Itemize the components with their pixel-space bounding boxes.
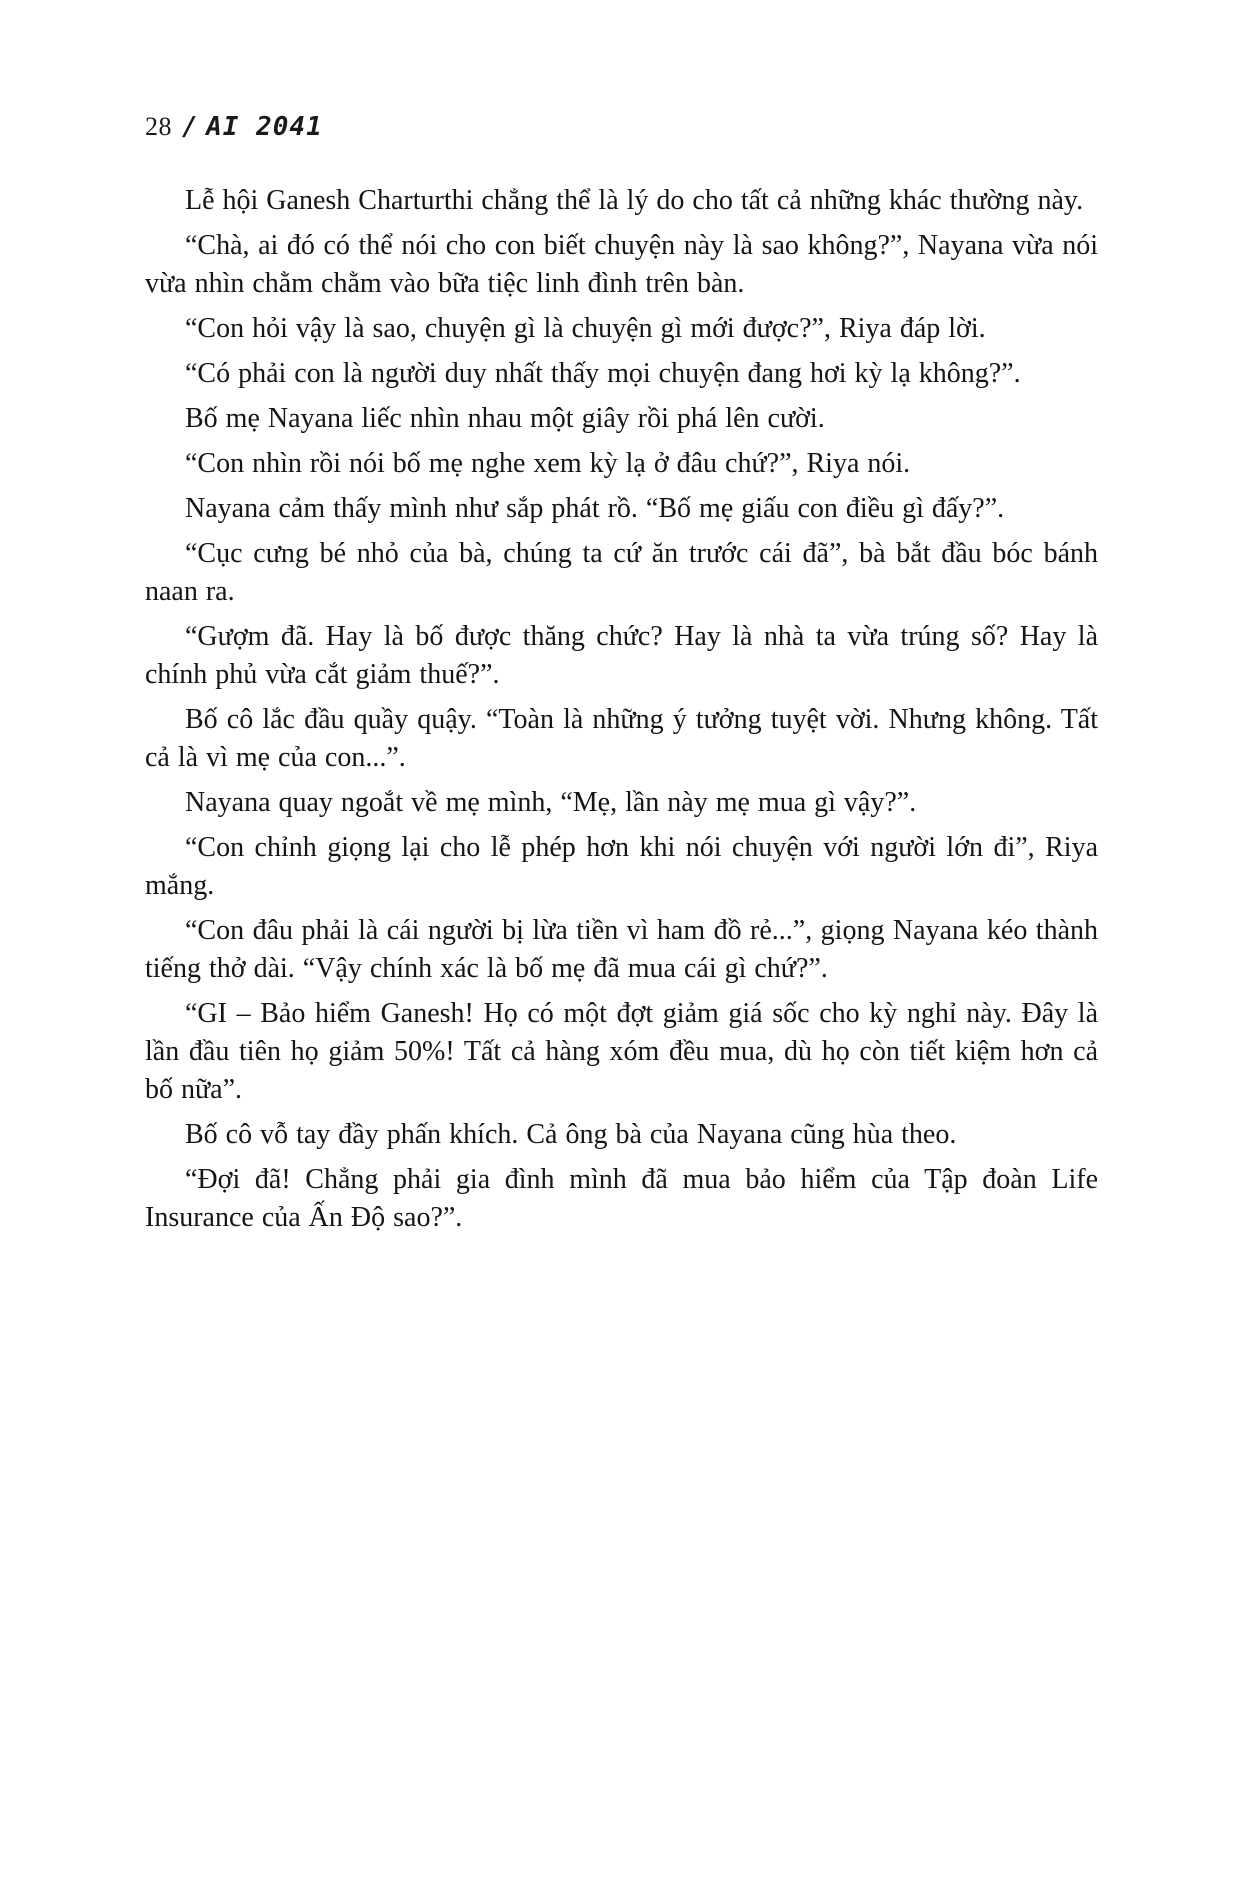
paragraph: “Đợi đã! Chẳng phải gia đình mình đã mua bảo hiểm của Tập đoàn Life Insurance của Ấn Độ sao?”. — [145, 1164, 1098, 1233]
paragraph: Nayana quay ngoắt về mẹ mình, “Mẹ, lần này mẹ mua gì vậy?”. — [185, 787, 917, 818]
running-header — [145, 112, 1098, 142]
book-title: AI 2041 — [206, 112, 323, 142]
paragraph: “Con đâu phải là cái người bị lừa tiền vì ham đồ rẻ...”, giọng Nayana kéo thành tiếng thở dài. “Vậy chính xác là bố mẹ đã mua cái gì chứ?”. — [145, 915, 1098, 984]
paragraph: “Cục cưng bé nhỏ của bà, chúng ta cứ ăn trước cái đã”, bà bắt đầu bóc bánh naan ra. — [145, 538, 1098, 607]
page-number: 28 — [145, 112, 172, 141]
paragraph: Bố cô vỗ tay đầy phấn khích. Cả ông bà của Nayana cũng hùa theo. — [185, 1119, 957, 1150]
paragraph: “Chà, ai đó có thể nói cho con biết chuyện này là sao không?”, Nayana vừa nói vừa nhìn chằm chằm vào bữa tiệc linh đình trên bàn. — [145, 230, 1098, 299]
paragraph: Bố mẹ Nayana liếc nhìn nhau một giây rồi phá lên cười. — [185, 403, 825, 434]
paragraph: “Con hỏi vậy là sao, chuyện gì là chuyện gì mới được?”, Riya đáp lời. — [185, 313, 986, 344]
paragraph: “Con nhìn rồi nói bố mẹ nghe xem kỳ lạ ở đâu chứ?”, Riya nói. — [185, 448, 911, 479]
page-body-text — [145, 182, 1098, 1237]
paragraph: “GI – Bảo hiểm Ganesh! Họ có một đợt giảm giá sốc cho kỳ nghỉ này. Đây là lần đầu tiên họ giảm 50%! Tất cả hàng xóm đều mua, dù họ còn tiết kiệm hơn cả bố nữa”. — [145, 998, 1098, 1105]
paragraph: Nayana cảm thấy mình như sắp phát rồ. “Bố mẹ giấu con điều gì đấy?”. — [185, 493, 1005, 524]
paragraph: “Có phải con là người duy nhất thấy mọi chuyện đang hơi kỳ lạ không?”. — [185, 358, 1021, 389]
paragraph: Lễ hội Ganesh Charturthi chẳng thể là lý do cho tất cả những khác thường này. — [185, 185, 1084, 216]
paragraph: “Gượm đã. Hay là bố được thăng chức? Hay là nhà ta vừa trúng số? Hay là chính phủ vừa cắt giảm thuế?”. — [145, 621, 1098, 690]
paragraph: Bố cô lắc đầu quầy quậy. “Toàn là những ý tưởng tuyệt vời. Nhưng không. Tất cả là vì mẹ của con...”. — [145, 704, 1098, 773]
paragraph: “Con chỉnh giọng lại cho lễ phép hơn khi nói chuyện với người lớn đi”, Riya mắng. — [145, 832, 1098, 901]
header-separator: / — [182, 112, 199, 142]
